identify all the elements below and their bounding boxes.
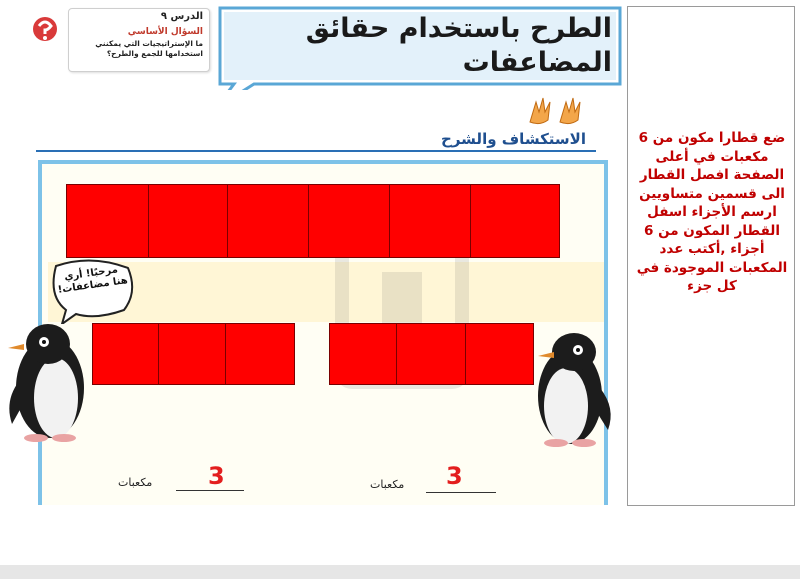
lesson-number: الدرس ٩: [160, 11, 203, 22]
cube[interactable]: [66, 184, 149, 258]
answer-right-line[interactable]: [426, 492, 496, 493]
cube[interactable]: [225, 323, 295, 385]
cube[interactable]: [148, 184, 228, 258]
cube[interactable]: [308, 184, 390, 258]
answer-left-value: 3: [208, 462, 225, 490]
lesson-logo-icon: [30, 14, 60, 44]
section-title: الاستكشاف والشرح: [441, 130, 586, 148]
essential-question-text: ما الإستراتيجيات التي يمكنني استخدامها للجمع والطرح؟: [95, 39, 203, 58]
section-divider: [36, 150, 596, 152]
cube[interactable]: [396, 323, 466, 385]
penguin-left-icon: [0, 320, 100, 445]
hands-icon: [526, 92, 590, 128]
penguin-right-icon: [520, 330, 620, 450]
cube[interactable]: [389, 184, 471, 258]
answer-left-unit: مكعبات: [118, 476, 153, 489]
cube[interactable]: [227, 184, 309, 258]
cube[interactable]: [92, 323, 159, 385]
answer-left-line[interactable]: [176, 490, 244, 491]
cube[interactable]: [470, 184, 560, 258]
instructions-text: ضع قطارا مكون من 6 مكعبات في أعلى الصفحة افصل القطار الى قسمين متساويين ارسم الأجزاء اسفل القطار المكون من 6 أجزاء ,أكتب عدد المكعبات الموجودة في كل جزء: [636, 130, 788, 294]
essential-question-box: [68, 8, 210, 72]
cube[interactable]: [329, 323, 397, 385]
cube[interactable]: [158, 323, 226, 385]
speech-bubble-text: مرحبًا! أري هنا مضاعفات!: [57, 264, 129, 296]
answer-right-value: 3: [446, 462, 463, 490]
essential-question-title: السؤال الأساسي: [127, 27, 203, 37]
lesson-title: الطرح باستخدام حقائق المضاعفات: [305, 13, 612, 78]
bottom-bar: [0, 565, 800, 579]
answer-right-unit: مكعبات: [370, 478, 405, 491]
instructions-panel: [627, 6, 795, 506]
